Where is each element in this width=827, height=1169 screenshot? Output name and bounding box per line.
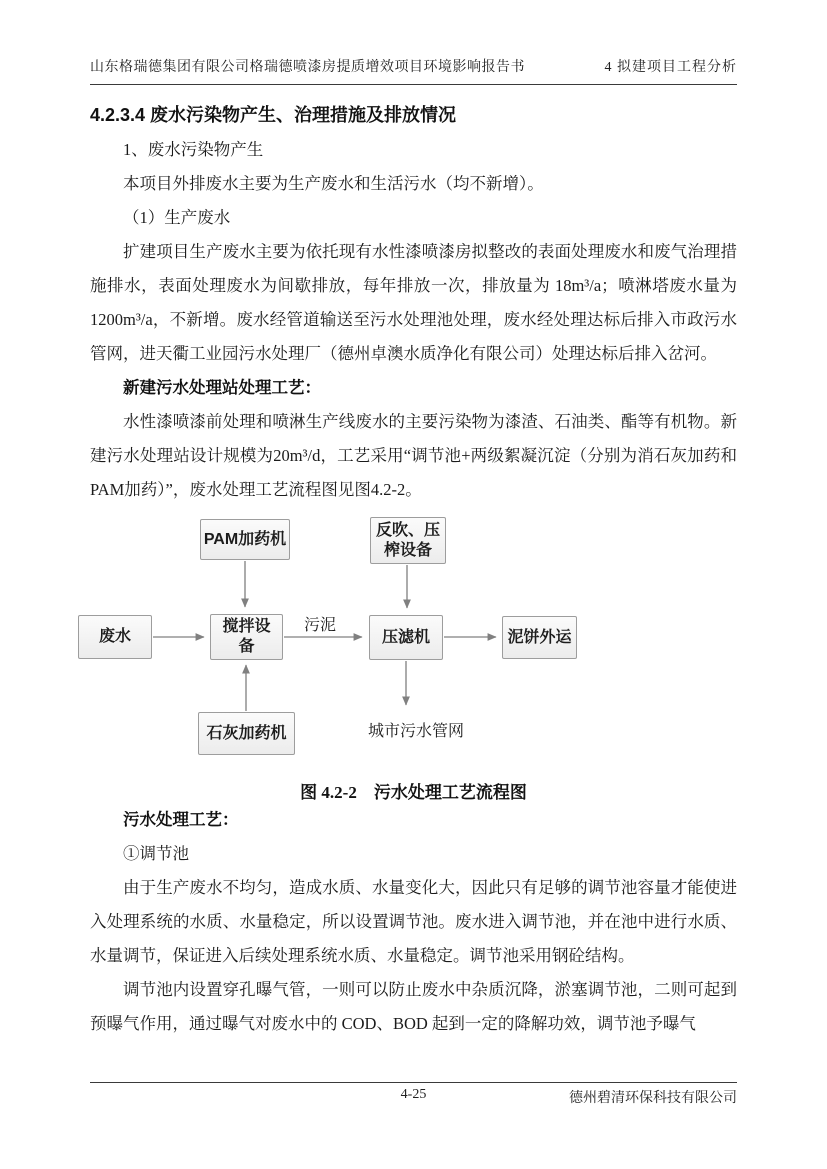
subheading-new-station-process: 新建污水处理站处理工艺： xyxy=(123,379,321,397)
paragraph-regulating-tank-detail: 由于生产废水不均匀，造成水质、水量变化大，因此只有足够的调节池容量才能使进入处理系统的水质、水量稳定，所以设置调节池。废水进入调节池，并在池中进行水质、水量调节，保证进入后续处理系统水质、水量稳定。调节池采用钢砼结构。 xyxy=(90,878,737,965)
page-header xyxy=(90,0,737,85)
paragraph-production-wastewater-label: （1）生产废水 xyxy=(123,208,231,227)
paragraph-wastewater-generation: 1、废水污染物产生 xyxy=(123,140,264,159)
label-municipal-sewer: 城市污水管网 xyxy=(367,723,464,740)
footer-company-name: 德州碧清环保科技有限公司 xyxy=(569,1091,737,1106)
wastewater-process-flow-diagram xyxy=(0,515,737,760)
page-footer xyxy=(90,1082,737,1106)
paragraph-aeration-pipe-detail: 调节池内设置穿孔曝气管，一则可以防止废水中杂质沉降，淤塞调节池，二则可起到预曝气作用，通过曝气对废水中的 COD、BOD 起到一定的降解功效，调节池予曝气 xyxy=(90,980,737,1033)
subheading-treatment-process: 污水处理工艺： xyxy=(123,811,239,829)
header-report-title: 山东格瑞德集团有限公司格瑞德喷漆房提质增效项目环境影响报告书 xyxy=(90,60,525,75)
paragraph-regulating-tank-label: ①调节池 xyxy=(123,844,189,863)
node-backflush-press-equipment: 反吹、压榨设备 xyxy=(370,517,446,564)
section-heading: 4.2.3.4 废水污染物产生、治理措施及排放情况 xyxy=(90,105,457,125)
paragraph-process-design: 水性漆喷漆前处理和喷淋生产线废水的主要污染物为漆渣、石油类、酯等有机物。新建污水处理站设计规模为20m³/d，工艺采用“调节池+两级絮凝沉淀（分别为消石灰加药和PAM加药）”，废水处理工艺流程图见图4.2-2。 xyxy=(90,412,737,499)
edge-label-sludge: 污泥 xyxy=(303,617,336,634)
node-pam-dosing-machine: PAM加药机 xyxy=(200,519,290,560)
node-filter-press: 压滤机 xyxy=(369,615,443,660)
node-lime-dosing-machine: 石灰加药机 xyxy=(198,712,295,755)
header-chapter-label: 4 拟建项目工程分析 xyxy=(604,60,737,75)
paragraph-discharge-summary: 本项目外排废水主要为生产废水和生活污水（均不新增）。 xyxy=(123,174,544,193)
node-sludge-cake-transport: 泥饼外运 xyxy=(502,616,577,659)
paragraph-production-wastewater-detail: 扩建项目生产废水主要为依托现有水性漆喷漆房拟整改的表面处理废水和废气治理措施排水，表面处理废水为间歇排放，每年排放一次，排放量为 18m³/a；喷淋塔废水量为 1200m³/a，不新增。废水经管道输送至污水处理池处理，废水经处理达标后排入市政污水管网，进天衢工业园污水处理厂（德州卓澳水质净化有限公司）处理达标后排入岔河。 xyxy=(90,242,737,363)
node-mixing-equipment: 搅拌设备 xyxy=(210,614,283,660)
figure-caption: 图 4.2-2 污水处理工艺流程图 xyxy=(300,783,527,802)
page-number: 4-25 xyxy=(400,1087,427,1102)
node-wastewater: 废水 xyxy=(78,615,152,659)
